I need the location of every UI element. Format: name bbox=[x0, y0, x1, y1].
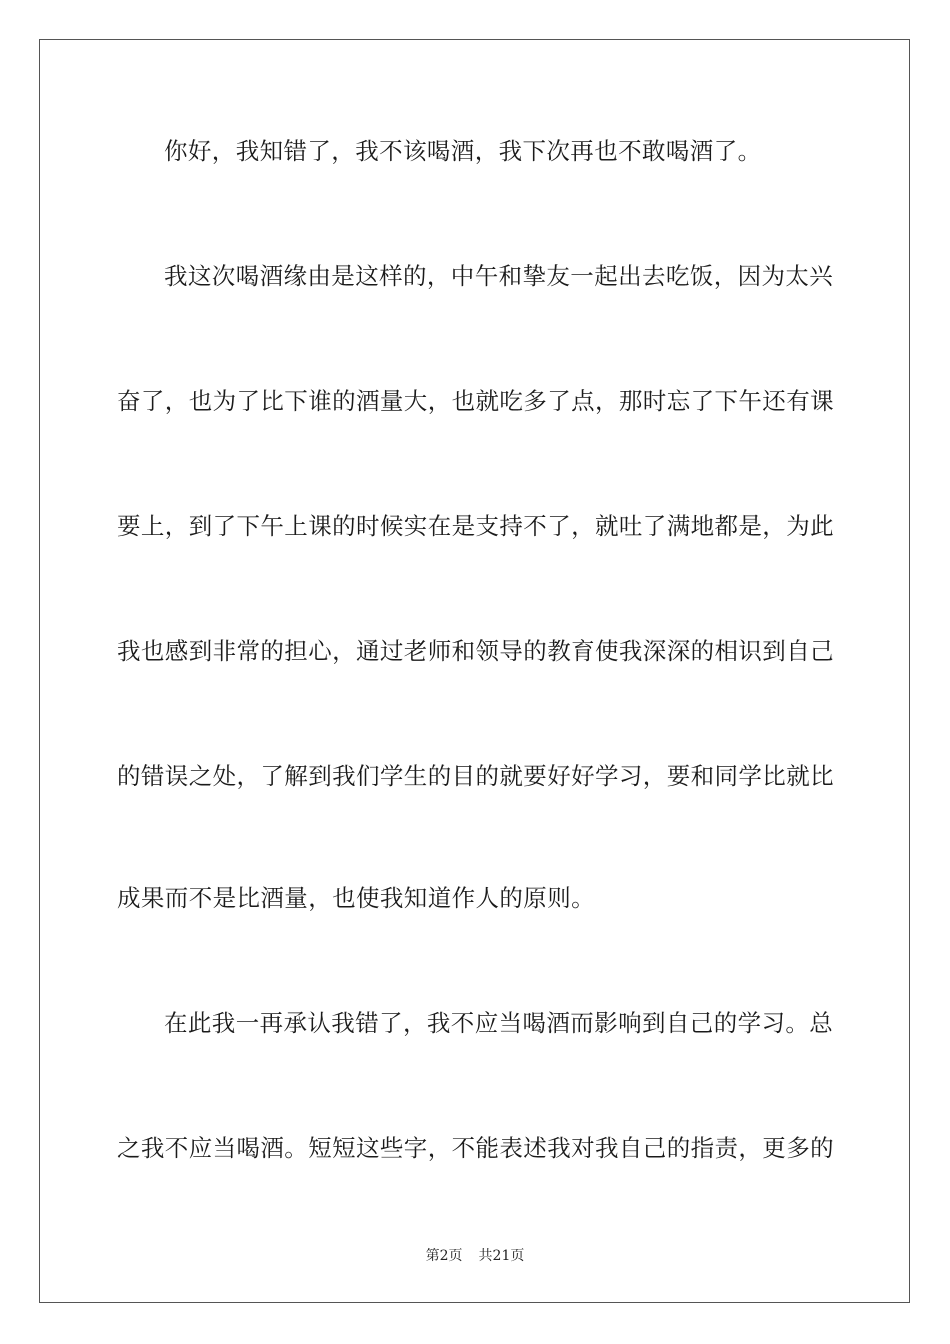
paragraph-2-line-1: 我这次喝酒缘由是这样的，中午和挚友一起出去吃饭，因为太兴 bbox=[164, 262, 834, 290]
paragraph-2-line-3: 要上，到了下午上课的时候实在是支持不了，就吐了满地都是，为此 bbox=[117, 512, 834, 540]
page-footer bbox=[0, 1247, 950, 1265]
paragraph-2-line-2: 奋了，也为了比下谁的酒量大，也就吃多了点，那时忘了下午还有课 bbox=[117, 387, 834, 415]
paragraph-2-line-6: 成果而不是比酒量，也使我知道作人的原则。 bbox=[117, 884, 595, 912]
paragraph-2-line-5: 的错误之处，了解到我们学生的目的就要好好学习，要和同学比就比 bbox=[117, 762, 834, 790]
paragraph-2-line-4: 我也感到非常的担心，通过老师和领导的教育使我深深的相识到自己 bbox=[117, 637, 834, 665]
page-border bbox=[39, 39, 910, 1303]
page-number: 第2页 bbox=[425, 1248, 463, 1264]
paragraph-3-line-1: 在此我一再承认我错了，我不应当喝酒而影响到自己的学习。总 bbox=[164, 1009, 834, 1037]
paragraph-1-line-1: 你好，我知错了，我不该喝酒，我下次再也不敢喝酒了。 bbox=[164, 137, 762, 165]
paragraph-3-line-2: 之我不应当喝酒。短短这些字，不能表述我对我自己的指责，更多的 bbox=[117, 1134, 834, 1162]
total-pages: 共21页 bbox=[478, 1248, 525, 1264]
